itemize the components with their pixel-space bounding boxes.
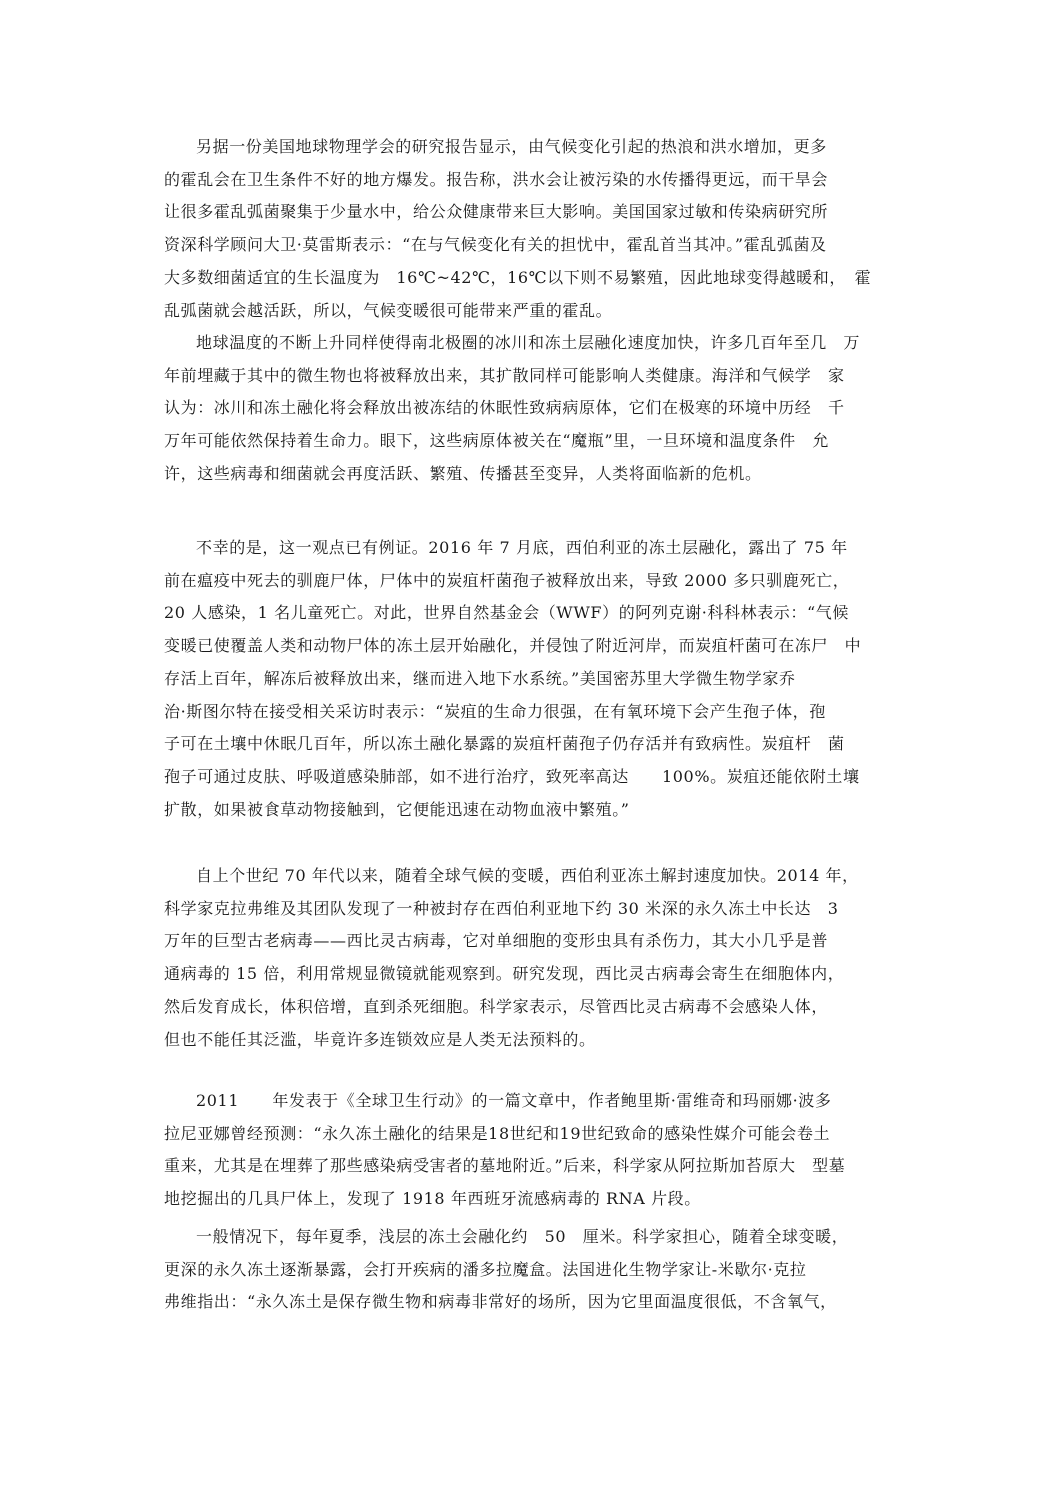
paragraph-1-line-4: 资深科学顾问大卫·莫雷斯表示：“在与气候变化有关的担忧中，霍乱首当其冲。”霍乱弧菌及 bbox=[164, 235, 827, 255]
paragraph-4-line-2: 科学家克拉弗维及其团队发现了一种被封存在西伯利亚地下约 30 米深的永久冻土中长达 3 bbox=[164, 898, 839, 918]
paragraph-1-line-2: 的霍乱会在卫生条件不好的地方爆发。报告称，洪水会让被污染的水传播得更远，而干旱会 bbox=[164, 169, 829, 189]
paragraph-5-line-3: 重来，尤其是在埋葬了那些感染病受害者的墓地附近。”后来，科学家从阿拉斯加苔原大 型墓 bbox=[164, 1156, 846, 1176]
paragraph-6-line-2: 更深的永久冻土逐渐暴露，会打开疾病的潘多拉魔盒。法国进化生物学家让-米歇尔·克拉 bbox=[164, 1259, 807, 1279]
paragraph-3-line-6: 治·斯图尔特在接受相关采访时表示：“炭疽的生命力很强，在有氧环境下会产生孢子体，孢 bbox=[164, 701, 826, 721]
paragraph-6-line-1: 一般情况下，每年夏季，浅层的冻土会融化约 50 厘米。科学家担心，随着全球变暖， bbox=[196, 1227, 849, 1246]
paragraph-4-line-4: 通病毒的 15 倍，利用常规显微镜就能观察到。研究发现，西比灵古病毒会寄生在细胞体内， bbox=[164, 964, 845, 984]
paragraph-2-line-3: 认为：冰川和冻土融化将会释放出被冻结的休眠性致病病原体，它们在极寒的环境中历经 千 bbox=[164, 398, 845, 418]
paragraph-3-line-8: 孢子可通过皮肤、呼吸道感染肺部，如不进行治疗，致死率高达 100%。炭疽还能依附土壤 bbox=[164, 766, 860, 786]
paragraph-4-line-1: 自上个世纪 70 年代以来，随着全球气候的变暖，西伯利亚冻土解封速度加快。2014 年， bbox=[196, 866, 859, 885]
paragraph-1-line-5: 大多数细菌适宜的生长温度为 16℃~42℃，16℃以下则不易繁殖，因此地球变得越暖和， 霍 bbox=[164, 267, 872, 287]
paragraph-4-line-6: 但也不能任其泛滥，毕竟许多连锁效应是人类无法预料的。 bbox=[164, 1029, 596, 1049]
paragraph-2-line-4: 万年可能依然保持着生命力。眼下，这些病原体被关在“魔瓶”里，一旦环境和温度条件 允 bbox=[164, 431, 829, 451]
paragraph-2-line-5: 许，这些病毒和细菌就会再度活跃、繁殖、传播甚至变异，人类将面临新的危机。 bbox=[164, 463, 762, 483]
paragraph-3-line-4: 变暖已使覆盖人类和动物尸体的冻土层开始融化，并侵蚀了附近河岸，而炭疽杆菌可在冻尸 中 bbox=[164, 636, 862, 656]
paragraph-3-line-7: 子可在土壤中休眠几百年，所以冻土融化暴露的炭疽杆菌孢子仍存活并有致病性。炭疽杆 菌 bbox=[164, 734, 845, 754]
paragraph-5-line-4: 地挖掘出的几具尸体上，发现了 1918 年西班牙流感病毒的 RNA 片段。 bbox=[164, 1189, 701, 1209]
paragraph-5-line-2: 拉尼亚娜曾经预测：“永久冻土融化的结果是18世纪和19世纪致命的感染性媒介可能会卷土 bbox=[164, 1123, 831, 1143]
paragraph-3-line-2: 前在瘟疫中死去的驯鹿尸体，尸体中的炭疽杆菌孢子被释放出来，导致 2000 多只驯鹿死亡， bbox=[164, 570, 850, 590]
paragraph-2-line-1: 地球温度的不断上升同样使得南北极圈的冰川和冻土层融化速度加快，许多几百年至几 万 bbox=[196, 333, 861, 352]
paragraph-4-line-5: 然后发育成长，体积倍增，直到杀死细胞。科学家表示，尽管西比灵古病毒不会感染人体， bbox=[164, 996, 829, 1016]
paragraph-4-line-3: 万年的巨型古老病毒——西比灵古病毒，它对单细胞的变形虫具有杀伤力，其大小几乎是普 bbox=[164, 931, 829, 951]
paragraph-1-line-3: 让很多霍乱弧菌聚集于少量水中，给公众健康带来巨大影响。美国国家过敏和传染病研究所 bbox=[164, 202, 829, 222]
paragraph-6-line-3: 弗维指出：“永久冻土是保存微生物和病毒非常好的场所，因为它里面温度很低，不含氧气， bbox=[164, 1292, 837, 1312]
paragraph-2-line-2: 年前埋藏于其中的微生物也将被释放出来，其扩散同样可能影响人类健康。海洋和气候学 家 bbox=[164, 365, 845, 385]
paragraph-3-line-9: 扩散，如果被食草动物接触到，它便能迅速在动物血液中繁殖。” bbox=[164, 799, 630, 819]
paragraph-3-line-3: 20 人感染，1 名儿童死亡。对此，世界自然基金会（WWF）的阿列克谢·科科林表示：“气候 bbox=[164, 603, 849, 623]
paragraph-1-line-6: 乱弧菌就会越活跃，所以，气候变暖很可能带来严重的霍乱。 bbox=[164, 300, 613, 320]
paragraph-3-line-5: 存活上百年，解冻后被释放出来，继而进入地下水系统。”美国密苏里大学微生物学家乔 bbox=[164, 668, 796, 688]
paragraph-5-line-1: 2011 年发表于《全球卫生行动》的一篇文章中，作者鲍里斯·雷维奇和玛丽娜·波多 bbox=[196, 1091, 832, 1110]
paragraph-1-line-1: 另据一份美国地球物理学会的研究报告显示，由气候变化引起的热浪和洪水增加，更多 bbox=[196, 137, 827, 156]
paragraph-3-line-1: 不幸的是，这一观点已有例证。2016 年 7 月底，西伯利亚的冻土层融化，露出了 75 年 bbox=[196, 538, 848, 557]
